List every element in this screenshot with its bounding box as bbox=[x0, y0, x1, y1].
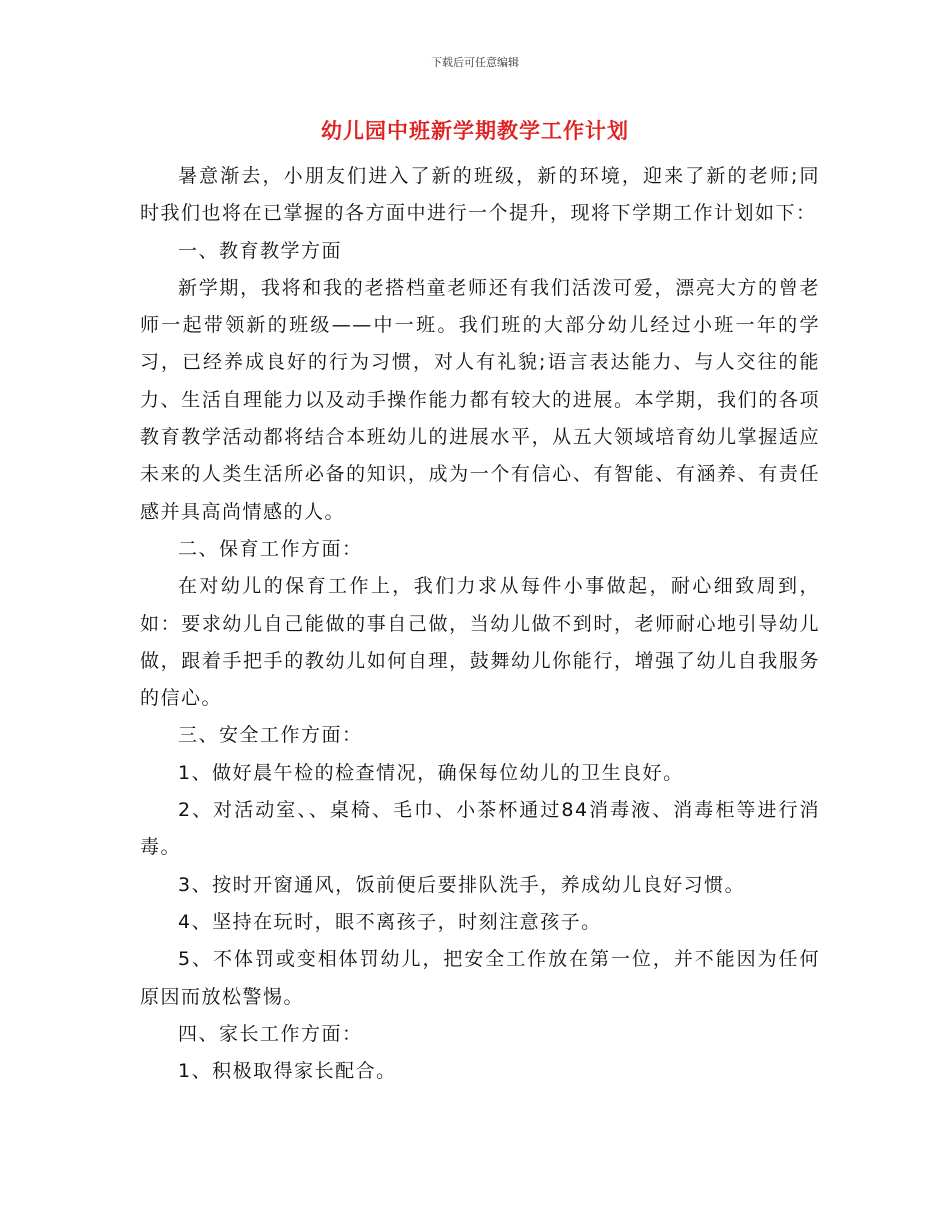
page-header: 下载后可任意编辑 bbox=[431, 56, 519, 69]
safety-item-4: 4、坚持在玩时，眼不离孩子，时刻注意孩子。 bbox=[178, 910, 602, 933]
care-paragraph: 在对幼儿的保育工作上，我们力求从每件小事做起，耐心细致周到，如：要求幼儿自己能做的事自己做，当幼儿做不到时，老师耐心地引导幼儿做，跟着手把手的教幼儿如何自理，鼓舞幼儿你能行，增强了幼儿自我服务的信心。 bbox=[140, 575, 820, 710]
section-heading-education: 一、教育教学方面 bbox=[178, 239, 343, 262]
education-paragraph: 新学期，我将和我的老搭档童老师还有我们活泼可爱，漂亮大方的曾老师一起带领新的班级——中一班。我们班的大部分幼儿经过小班一年的学习，已经养成良好的行为习惯，对人有礼貌;语言表达能力、与人交往的能力、生活自理能力以及动手操作能力都有较大的进展。本学期，我们的各项教育教学活动都将结合本班幼儿的进展水平，从五大领域培育幼儿掌握适应未来的人类生活所必备的知识，成为一个有信心、有智能、有涵养、有责任感并具高尚情感的人。 bbox=[140, 276, 820, 523]
safety-item-2: 2、对活动室、、桌椅、毛巾、小茶杯通过84消毒液、消毒柜等进行消毒。 bbox=[140, 799, 820, 859]
document-body bbox=[140, 158, 820, 1090]
safety-item-1: 1、做好晨午检的检查情况，确保每位幼儿的卫生良好。 bbox=[178, 761, 684, 784]
parents-item-1: 1、积极取得家长配合。 bbox=[178, 1060, 397, 1083]
section-heading-parents: 四、家长工作方面： bbox=[178, 1022, 363, 1045]
safety-item-5: 5、不体罚或变相体罚幼儿，把安全工作放在第一位，并不能因为任何原因而放松警惕。 bbox=[140, 948, 820, 1008]
intro-paragraph: 暑意渐去，小朋友们进入了新的班级，新的环境，迎来了新的老师;同时我们也将在已掌握的各方面中进行一个提升，现将下学期工作计划如下： bbox=[140, 165, 820, 225]
document-title: 幼儿园中班新学期教学工作计划 bbox=[321, 119, 629, 143]
safety-item-3: 3、按时开窗通风，饭前便后要排队洗手，养成幼儿良好习惯。 bbox=[178, 873, 746, 896]
section-heading-safety: 三、安全工作方面： bbox=[178, 724, 363, 747]
section-heading-care: 二、保育工作方面： bbox=[178, 537, 363, 560]
